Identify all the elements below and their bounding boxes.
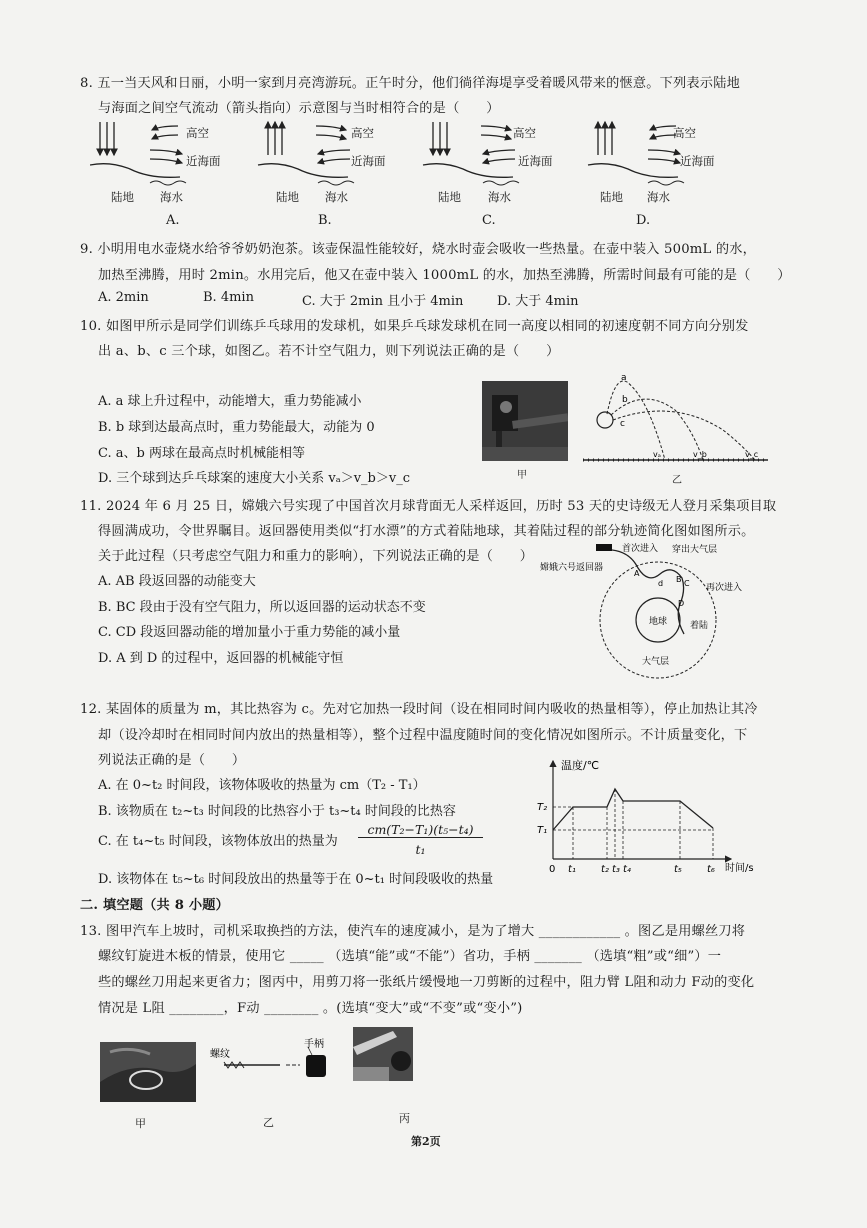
q13-car-uphill-photo	[100, 1042, 196, 1102]
q10-vc-label: v_c	[745, 450, 759, 459]
q12-y-axis-label: 温度/℃	[561, 759, 600, 772]
q12-tick-t5: t₅	[674, 864, 682, 875]
q11-point-d: D	[678, 599, 685, 608]
q12-stem-line3: 列说法正确的是（ ）	[98, 753, 246, 768]
q8-option-a: A.	[166, 213, 180, 228]
q12-stem-line2: 却（设冷却时在相同时间内放出的热量相等），整个过程中温度随时间的变化情况如图所示。不计质量变化，下	[98, 728, 748, 743]
q9-option-d: D. 大于 4min	[497, 294, 579, 309]
q13-stem-line2: 螺纹钉旋进木板的情景，使用它 _____ （选填“能”或“不能”）省功，手柄 _______ （选填“粗”或“细”）一	[98, 949, 722, 964]
q10-va-label: vₐ	[653, 450, 661, 459]
q8-d-label-land: 陆地	[600, 190, 623, 204]
q11-point-a: A	[634, 569, 640, 578]
q10-option-d: D. 三个球到达乒乓球案的速度大小关系 vₐ＞v_b＞v_c	[98, 471, 411, 486]
q8-option-b: B.	[318, 213, 332, 228]
q12-tick-t2: t₂	[601, 864, 609, 875]
q13-stem-line4: 情况是 L阻 ________，F动 ________ 。(选填“变大”或“不变”或“变小”)	[98, 1001, 523, 1016]
q8-a-label-land: 陆地	[111, 190, 134, 204]
q13-scissors-photo	[353, 1027, 413, 1081]
q9-option-a: A. 2min	[98, 290, 149, 305]
q12-t1-label: T₁	[537, 825, 548, 836]
q10-stem-line1: 10. 如图甲所示是同学们训练乒乓球用的发球机，如果乒乓球发球机在同一高度以相同的初速度朝不同方向分别发	[80, 319, 749, 334]
q10-ball-b-label: b	[622, 395, 628, 405]
q11-option-b: B. BC 段由于没有空气阻力，所以返回器的运动状态不变	[98, 600, 426, 615]
q8-diagram-b	[258, 122, 354, 185]
q11-atmosphere-label: 大气层	[642, 657, 670, 667]
section-2-heading: 二. 填空题（共 8 小题）	[80, 898, 230, 913]
q10-stem-line2: 出 a、b、c 三个球，如图乙。若不计空气阻力，则下列说法正确的是（ ）	[98, 344, 560, 359]
q12-stem-line1: 12. 某固体的质量为 m，其比热容为 c。先对它加热一段时间（设在相同时间内吸收的热量相等），停止加热让其冷	[80, 702, 758, 717]
q11-option-d: D. A 到 D 的过程中，返回器的机械能守恒	[98, 651, 344, 666]
q8-b-label-land: 陆地	[276, 190, 299, 204]
q10-option-b: B. b 球到达最高点时，重力势能最大，动能为 0	[98, 420, 375, 435]
q13-stem-line1: 13. 图甲汽车上坡时，司机采取换挡的方法，使汽车的速度减小，是为了增大 ____________ 。图乙是用螺丝刀将	[80, 924, 746, 939]
q12-curve	[553, 789, 713, 830]
q8-diagram-d	[588, 122, 684, 185]
q12-tick-t6: t₆	[707, 864, 715, 875]
q11-first-entry-label: 首次进入	[622, 544, 659, 554]
q12-option-c-numerator: cm(T₂−T₁)(t₅−t₄)	[358, 822, 483, 838]
q11-stem-line1: 11. 2024 年 6 月 25 日，嫦娥六号实现了中国首次月球背面无人采样返回，历时 53 天的史诗级无人登月采集项目取	[80, 499, 777, 514]
q12-tick-t1: t₁	[568, 864, 576, 875]
q8-diagram-a	[90, 122, 186, 185]
q8-c-label-sea-surface: 近海面	[518, 154, 553, 168]
q13-handle-label: 手柄	[304, 1039, 324, 1050]
q11-capsule-icon	[596, 544, 612, 551]
q13-thread-label: 螺纹	[210, 1049, 230, 1060]
q10-vb-label: v_b	[693, 450, 707, 459]
q8-c-label-land: 陆地	[438, 190, 461, 204]
q8-c-label-high: 高空	[513, 126, 536, 140]
q12-option-b: B. 该物质在 t₂~t₃ 时间段的比热容小于 t₃~t₄ 时间段的比热容	[98, 804, 456, 819]
q13-fig-b-caption: 乙	[263, 1116, 274, 1129]
q8-a-label-sea-surface: 近海面	[186, 154, 221, 168]
q12-option-c-denominator: t₁	[415, 842, 426, 857]
q8-c-label-sea: 海水	[488, 190, 511, 204]
q13-stem-line3: 些的螺丝刀用起来更省力；图丙中，用剪刀将一张纸片缓慢地一刀剪断的过程中，阻力臂 L阻和动力 F动的变化	[98, 975, 755, 990]
q12-option-c-prefix: C. 在 t₄~t₅ 时间段，该物体放出的热量为	[98, 834, 338, 849]
q11-earth-label: 地球	[649, 617, 668, 627]
q9-option-b: B. 4min	[203, 290, 254, 305]
q11-point-b: B	[676, 575, 682, 584]
q11-point-d-lower: d	[658, 579, 664, 588]
q8-diagram-c	[423, 122, 519, 185]
q10-fig-a-caption: 甲	[517, 470, 527, 481]
q11-option-c: C. CD 段返回器动能的增加量小于重力势能的减小量	[98, 625, 401, 640]
q8-a-label-sea: 海水	[160, 190, 183, 204]
q10-ball-a-label: a	[621, 373, 627, 383]
q10-serving-machine-photo	[482, 381, 568, 461]
q12-tick-t4: t₄	[623, 864, 631, 875]
q11-option-a: A. AB 段返回器的动能变大	[98, 574, 256, 589]
q11-landing-label: 着陆	[690, 621, 709, 631]
q10-ball-c-label: c	[620, 419, 625, 429]
q12-option-d: D. 该物体在 t₅~t₆ 时间段放出的热量等于在 0~t₁ 时间段吸收的热量	[98, 872, 494, 887]
q10-option-c: C. a、b 两球在最高点时机械能相等	[98, 446, 305, 461]
q10-option-a: A. a 球上升过程中，动能增大，重力势能减小	[98, 394, 362, 409]
q10-trajectory-diagram	[583, 370, 773, 470]
q11-stem-line3: 关于此过程（只考虑空气阻力和重力的影响），下列说法正确的是（ ）	[98, 549, 534, 564]
q10-fig-b-caption: 乙	[672, 475, 682, 486]
q11-stem-line2: 得圆满成功，令世界瞩目。返回器使用类似“打水漂”的方式着陆地球，其着陆过程的部分轨迹简化图如图所示。	[98, 524, 755, 539]
q9-option-c: C. 大于 2min 且小于 4min	[302, 294, 464, 309]
q8-d-label-high: 高空	[673, 126, 696, 140]
q8-option-c: C.	[482, 213, 496, 228]
q9-stem-line1: 9. 小明用电水壶烧水给爷爷奶奶泡茶。该壶保温性能较好，烧水时壶会吸收一些热量。在壶中装入 500mL 的水，	[80, 242, 757, 257]
page-number: 第2页	[411, 1135, 441, 1148]
q12-t2-label: T₂	[537, 802, 548, 813]
q8-option-d: D.	[636, 213, 651, 228]
q8-stem-line1: 8. 五一当天风和日丽，小明一家到月亮湾游玩。正午时分，他们徜徉海堤享受着暖风带来的惬意。下列表示陆地	[80, 76, 740, 91]
q9-stem-line2: 加热至沸腾，用时 2min。水用完后，他又在壶中装入 1000mL 的水，加热至沸腾，所需时间最有可能的是（ ）	[98, 268, 791, 283]
q12-origin-label: 0	[549, 864, 556, 875]
q8-stem-line2: 与海面之间空气流动（箭头指向）示意图与当时相符合的是（ ）	[98, 101, 500, 116]
q8-d-label-sea-surface: 近海面	[680, 154, 715, 168]
q11-point-c: C	[684, 579, 690, 588]
q11-second-entry-label: 再次进入	[706, 583, 743, 593]
q8-b-label-sea-surface: 近海面	[351, 154, 386, 168]
q8-d-label-sea: 海水	[647, 190, 670, 204]
q13-fig-a-caption: 甲	[135, 1117, 146, 1130]
q8-b-label-high: 高空	[351, 126, 374, 140]
q8-a-label-high: 高空	[186, 126, 209, 140]
q12-temperature-graph	[535, 755, 775, 875]
q11-trajectory-diagram	[530, 538, 760, 688]
q8-b-label-sea: 海水	[325, 190, 348, 204]
q11-exit-label: 穿出大气层	[672, 545, 718, 555]
q13-fig-c-caption: 丙	[399, 1112, 410, 1125]
q13-screwdriver-diagram	[210, 1035, 340, 1085]
q12-x-axis-label: 时间/s	[725, 863, 754, 874]
q11-capsule-label: 嫦娥六号返回器	[540, 563, 604, 573]
q12-option-a: A. 在 0~t₂ 时间段，该物体吸收的热量为 cm（T₂ - T₁）	[98, 778, 426, 793]
q12-tick-t3: t₃	[612, 864, 620, 875]
